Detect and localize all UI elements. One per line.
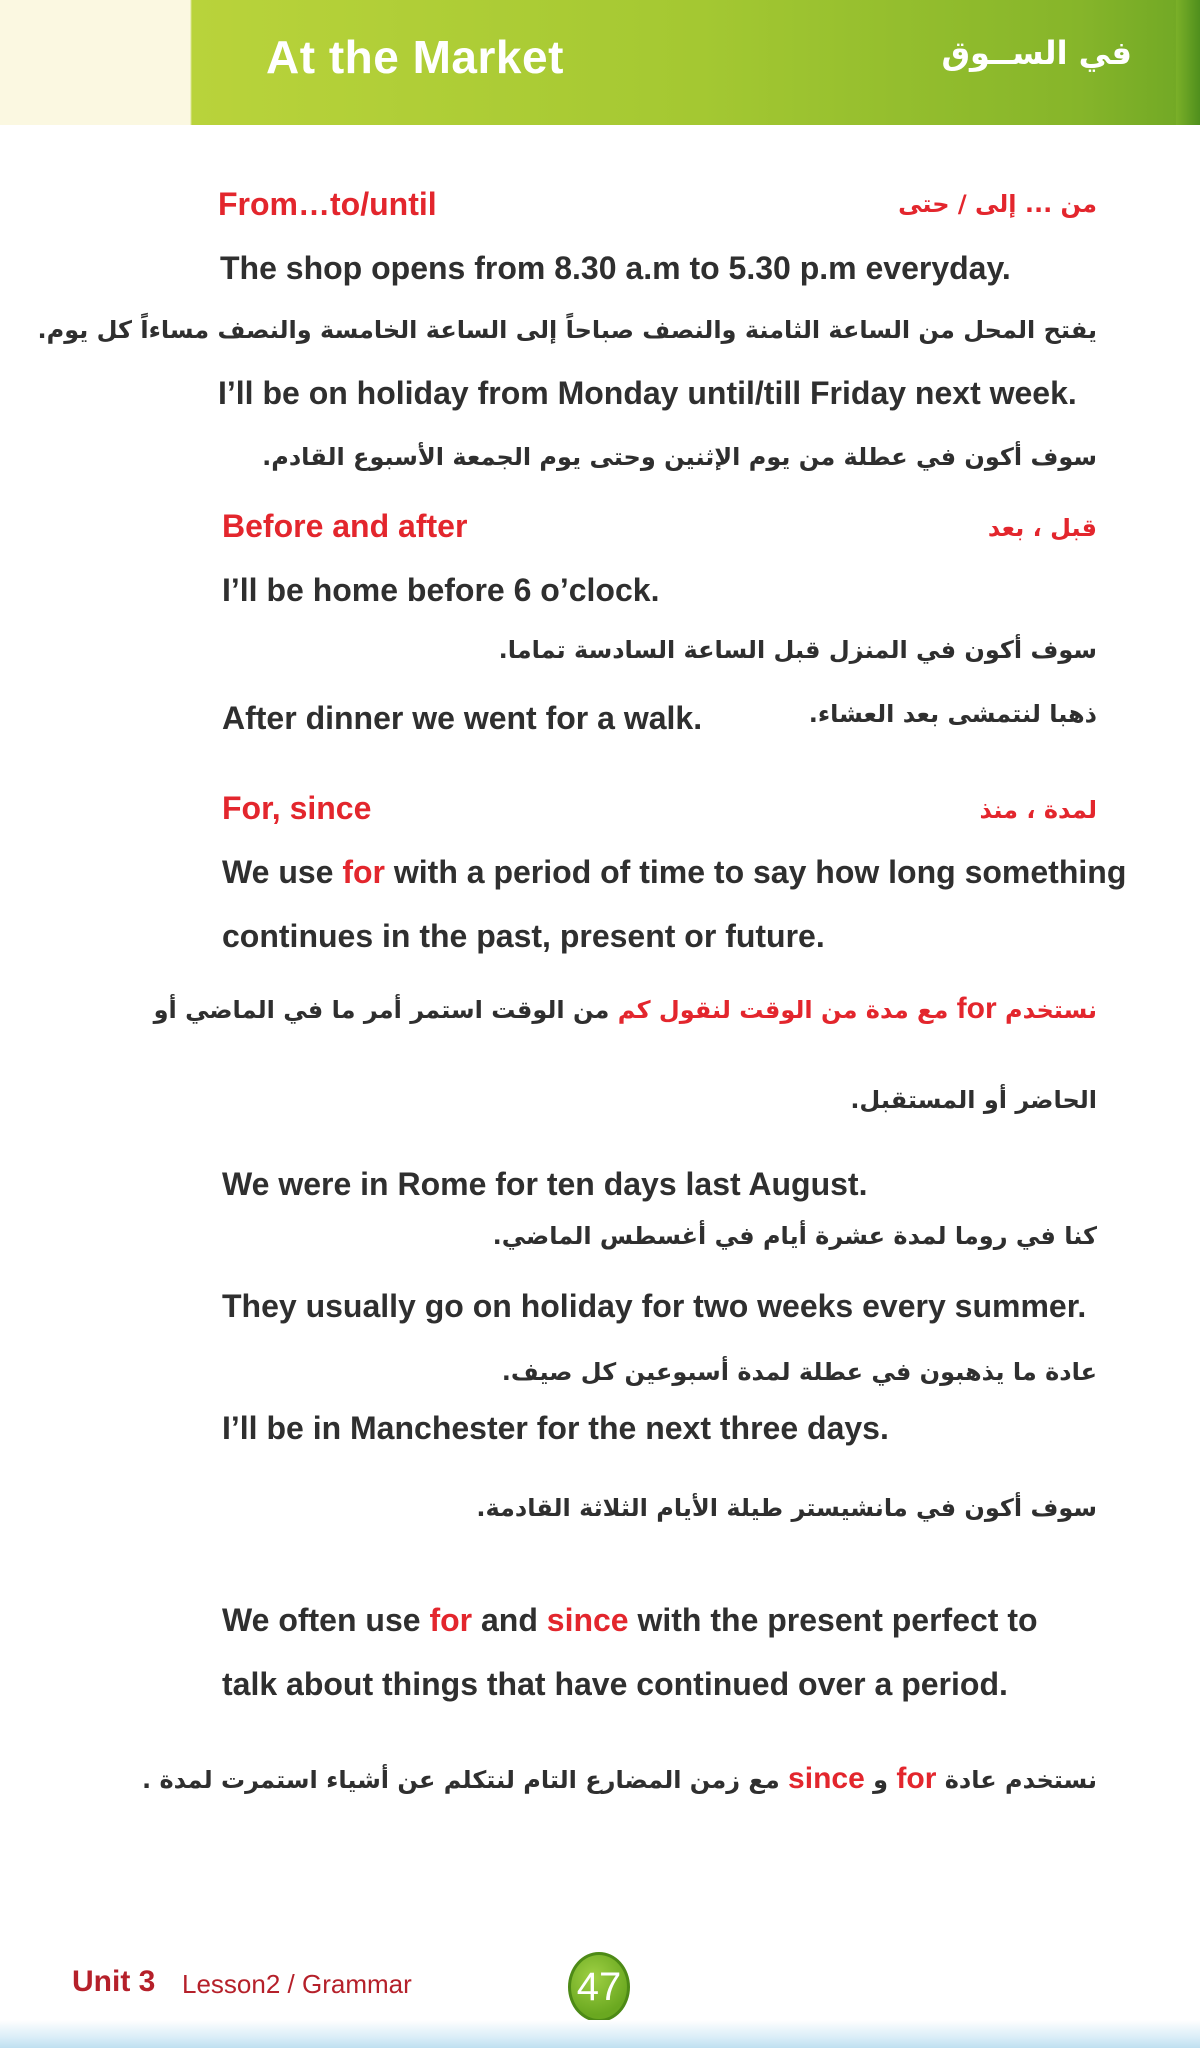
example-from-to-1-ar: يفتح المحل من الساعة الثامنة والنصف صباحاً إلى الساعة الخامسة والنصف مساءاً كل يوم. bbox=[37, 316, 1097, 344]
page-title-ar: في الســوق bbox=[941, 34, 1132, 72]
heading-for-since-ar: لمدة ، منذ bbox=[979, 796, 1097, 824]
example-before-after-1-ar: سوف أكون في المنزل قبل الساعة السادسة تماما. bbox=[498, 636, 1097, 664]
rule-for-since-ar-for: for bbox=[896, 1762, 937, 1795]
rule-for-since-ar bbox=[142, 1762, 1097, 1796]
header-accent bbox=[1176, 0, 1200, 125]
example-from-to-2-ar: سوف أكون في عطلة من يوم الإثنين وحتى يوم الجمعة الأسبوع القادم. bbox=[262, 443, 1097, 471]
example-before-after-1-en: I’ll be home before 6 o’clock. bbox=[222, 572, 660, 608]
heading-from-to-ar: من ... إلى / حتى bbox=[898, 190, 1097, 218]
rule-for-since-text-1: We often use bbox=[222, 1602, 430, 1638]
page-number-badge: 47 bbox=[568, 1952, 630, 2022]
rule-for-since-and: and bbox=[472, 1602, 547, 1638]
rule-for-ar-red-2: مع مدة من الوقت لنقول كم bbox=[617, 996, 949, 1024]
rule-for-ar-keyword: for bbox=[956, 992, 997, 1025]
example-for-2-en: They usually go on holiday for two weeks every summer. bbox=[222, 1288, 1087, 1324]
heading-from-to-en: From…to/until bbox=[218, 186, 437, 222]
rule-for-since-ar-1: نستخدم عادة bbox=[944, 1766, 1097, 1794]
rule-for-since-ar-2: مع زمن المضارع التام لنتكلم عن أشياء استمرت لمدة . bbox=[142, 1766, 780, 1794]
rule-for-ar-rest: من الوقت استمر أمر ما في الماضي أو bbox=[153, 996, 610, 1024]
example-for-3-en: I’ll be in Manchester for the next three days. bbox=[222, 1410, 889, 1446]
example-from-to-2-en: I’ll be on holiday from Monday until/till Friday next week. bbox=[218, 375, 1077, 411]
example-for-1-en: We were in Rome for ten days last August. bbox=[222, 1166, 868, 1202]
rule-for-since-ar-and: و bbox=[873, 1766, 889, 1794]
example-before-after-2-ar: ذهبا لنتمشى بعد العشاء. bbox=[808, 700, 1097, 728]
heading-before-after-en: Before and after bbox=[222, 508, 468, 544]
rule-for-keyword: for bbox=[342, 854, 385, 890]
rule-for-line-1 bbox=[222, 854, 1126, 891]
example-for-3-ar: سوف أكون في مانشيستر طيلة الأيام الثلاثة القادمة. bbox=[476, 1494, 1097, 1522]
rule-for-since-line-2: talk about things that have continued over a period. bbox=[222, 1666, 1008, 1702]
page-title-en: At the Market bbox=[266, 31, 564, 83]
rule-for-ar-line-1 bbox=[154, 992, 1097, 1026]
rule-for-text-1: We use bbox=[222, 854, 343, 890]
rule-for-ar-line-2: الحاضر أو المستقبل. bbox=[850, 1086, 1097, 1114]
rule-for-since-since: since bbox=[546, 1602, 629, 1638]
rule-for-line-2: continues in the past, present or future. bbox=[222, 918, 825, 954]
footer-unit: Unit 3 bbox=[72, 1965, 156, 1998]
rule-for-since-ar-since: since bbox=[788, 1762, 865, 1795]
example-from-to-1-en: The shop opens from 8.30 a.m to 5.30 p.m everyday. bbox=[220, 250, 1011, 286]
bottom-strip bbox=[0, 2020, 1200, 2048]
rule-for-ar-red-1: نستخدم bbox=[1005, 996, 1097, 1024]
example-before-after-2-en: After dinner we went for a walk. bbox=[222, 700, 703, 736]
rule-for-since-for: for bbox=[429, 1602, 473, 1638]
footer-lesson: Lesson2 / Grammar bbox=[182, 1969, 412, 1999]
heading-for-since-en: For, since bbox=[222, 790, 372, 826]
heading-before-after-ar: قبل ، بعد bbox=[987, 514, 1097, 542]
rule-for-since-text-2: with the present perfect to bbox=[628, 1602, 1038, 1638]
page-header bbox=[0, 0, 1200, 125]
example-for-2-ar: عادة ما يذهبون في عطلة لمدة أسبوعين كل صيف. bbox=[501, 1358, 1097, 1386]
example-for-1-ar: كنا في روما لمدة عشرة أيام في أغسطس الماضي. bbox=[492, 1222, 1097, 1250]
rule-for-since-line-1 bbox=[222, 1602, 1038, 1639]
rule-for-text-2: with a period of time to say how long something bbox=[385, 854, 1127, 890]
